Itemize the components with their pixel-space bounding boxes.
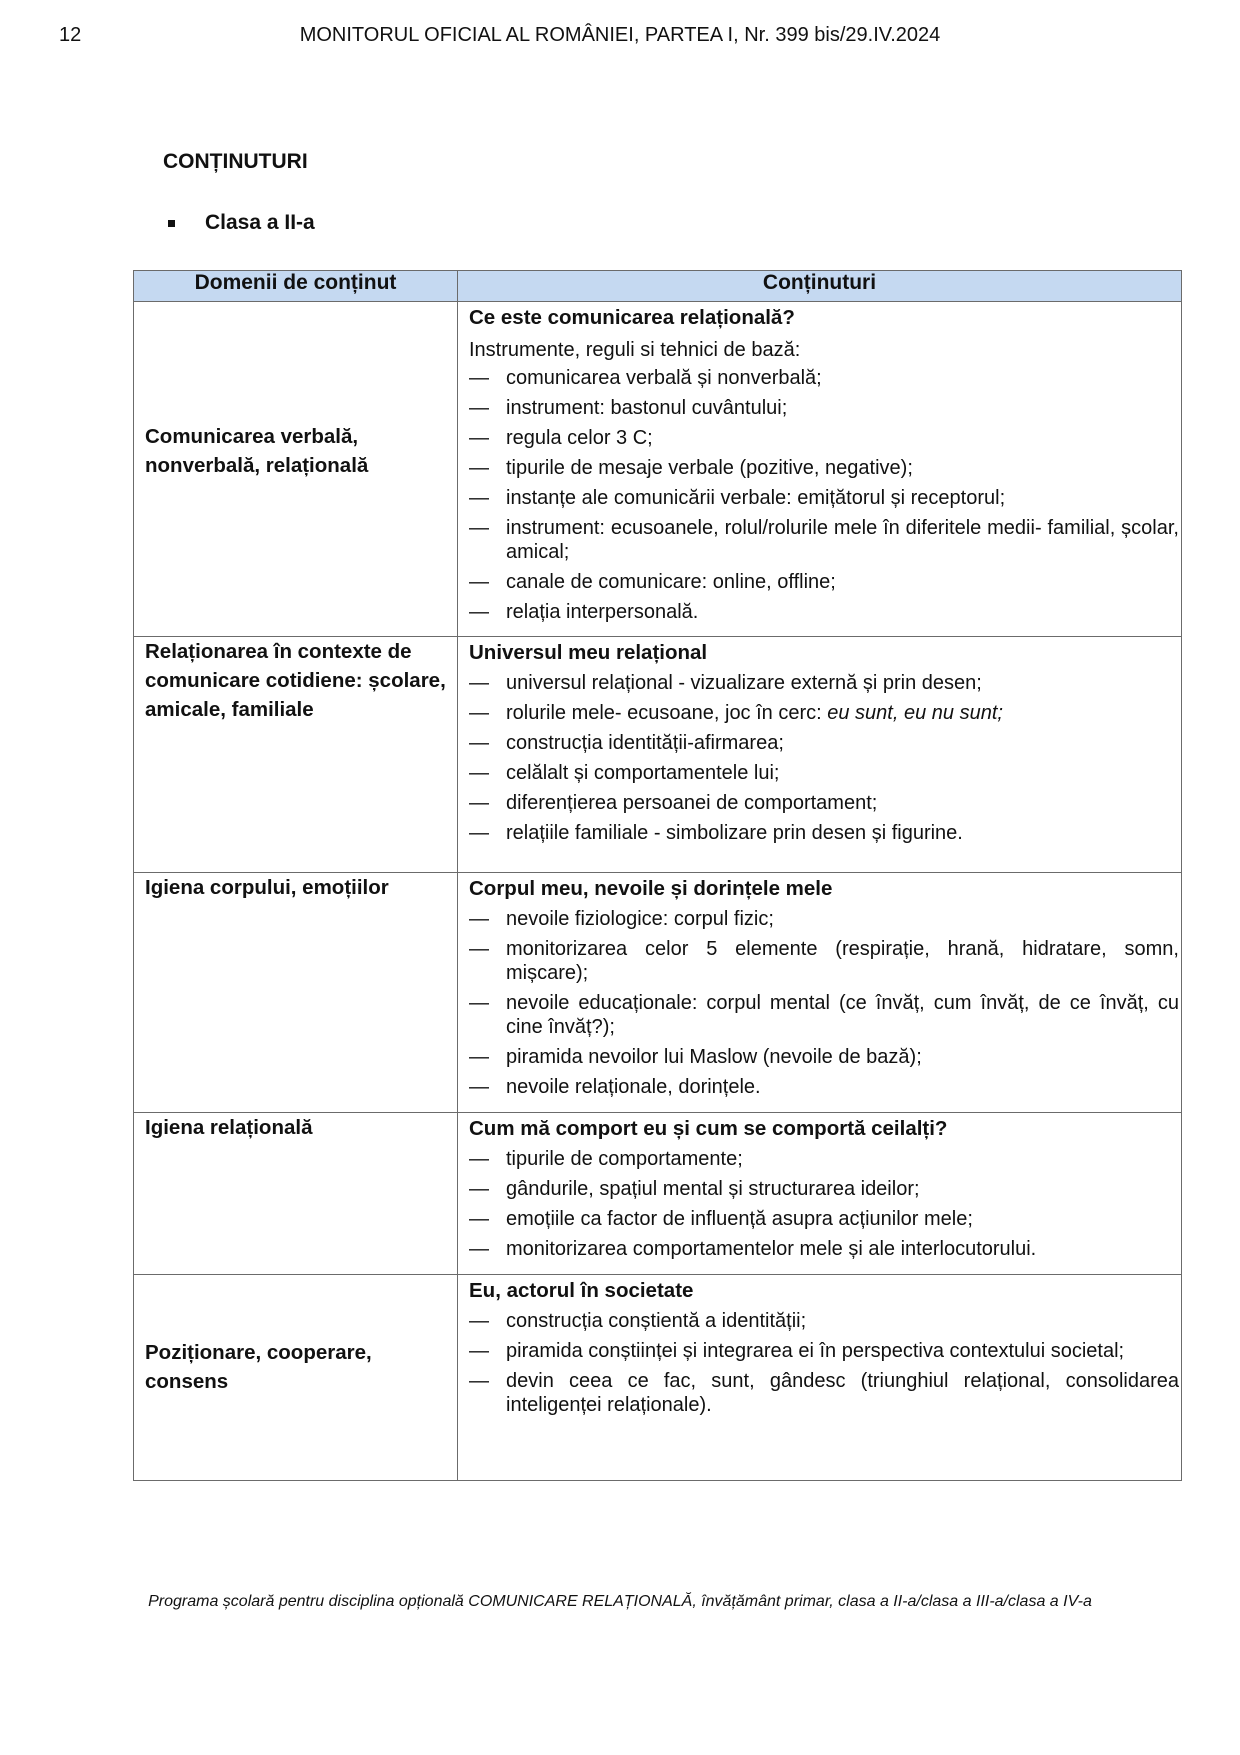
topic-heading: Cum mă comport eu și cum se comportă ceilalți? [469, 1117, 948, 1140]
list-item [469, 701, 1179, 725]
list-item: — diferențierea persoanei de comportament; [469, 791, 1179, 815]
list-item: — tipurile de mesaje verbale (pozitive, negative); [469, 456, 1179, 480]
domain-cell [134, 637, 458, 873]
content-list [469, 671, 1179, 845]
domain-label: Igiena relațională [145, 1116, 313, 1139]
contents-cell [458, 1275, 1182, 1481]
publication-title: MONITORUL OFICIAL AL ROMÂNIEI, PARTEA I, Nr. 399 bis/29.IV.2024 [299, 24, 941, 46]
column-header-domains: Domenii de conținut [134, 271, 458, 302]
domain-cell [134, 873, 458, 1113]
list-item: — instanțe ale comunicării verbale: emițătorul și receptorul; [469, 486, 1179, 510]
topic-heading: Ce este comunicarea relațională? [469, 306, 795, 329]
topic-intro: Instrumente, reguli si tehnici de bază: [469, 339, 801, 361]
content-list [469, 1147, 1179, 1261]
list-item: — relația interpersonală. [469, 600, 1179, 624]
contents-cell [458, 302, 1182, 637]
contents-table [133, 270, 1182, 1481]
section-title: CONȚINUTURI [163, 150, 308, 173]
domain-cell [134, 1113, 458, 1275]
content-list [469, 907, 1179, 1099]
square-bullet-icon [168, 220, 175, 227]
list-item: — nevoile educaționale: corpul mental (ce învăț, cum învăț, de ce învăț, cu cine învăț?); [469, 991, 1179, 1039]
content-list [469, 1309, 1179, 1417]
list-item: — monitorizarea celor 5 elemente (respirație, hrană, hidratare, somn, mișcare); [469, 937, 1179, 985]
table-row [134, 1113, 1182, 1275]
table-row [134, 1275, 1182, 1481]
table-header-row [134, 271, 1182, 302]
contents-cell [458, 873, 1182, 1113]
list-item: — nevoile relaționale, dorințele. [469, 1075, 1179, 1099]
list-item: — tipurile de comportamente; [469, 1147, 1179, 1171]
list-item: — relațiile familiale - simbolizare prin desen și figurine. [469, 821, 1179, 845]
class-label [168, 211, 315, 235]
domain-label: Relaționarea în contexte de comunicare cotidiene: școlare, amicale, familiale [145, 640, 446, 721]
table-row [134, 637, 1182, 873]
page-number: 12 [59, 24, 82, 46]
list-item: — emoțiile ca factor de influență asupra acțiunilor mele; [469, 1207, 1179, 1231]
topic-heading: Universul meu relațional [469, 641, 708, 664]
list-item: — piramida conștiinței și integrarea ei în perspectiva contextului societal; [469, 1339, 1179, 1363]
list-item: — nevoile fiziologice: corpul fizic; [469, 907, 1179, 931]
domain-label: Igiena corpului, emoțiilor [145, 876, 389, 899]
running-header [0, 24, 1240, 47]
list-item: — comunicarea verbală și nonverbală; [469, 366, 1179, 390]
list-item: — instrument: bastonul cuvântului; [469, 396, 1179, 420]
list-item: — celălalt și comportamentele lui; [469, 761, 1179, 785]
list-item: — devin ceea ce fac, sunt, gândesc (triunghiul relațional, consolidarea inteligenței relaționale). [469, 1369, 1179, 1417]
list-item: — gândurile, spațiul mental și structurarea ideilor; [469, 1177, 1179, 1201]
list-item-text: rolurile mele- ecusoane, joc în cerc: [506, 702, 828, 724]
class-label-text: Clasa a II-a [205, 211, 315, 234]
list-item-italic-text: eu sunt, eu nu sunt; [827, 702, 1003, 724]
domain-label: Poziționare, cooperare, consens [145, 1341, 372, 1393]
list-item: — construcția identității-afirmarea; [469, 731, 1179, 755]
domain-cell [134, 1275, 458, 1481]
topic-heading: Eu, actorul în societate [469, 1279, 694, 1302]
page-footer: Programa școlară pentru disciplina opțională COMUNICARE RELAȚIONALĂ, învățământ primar, clasa a II-a/clasa a III-a/clasa a IV-a [148, 1593, 1092, 1610]
topic-heading: Corpul meu, nevoile și dorințele mele [469, 877, 833, 900]
list-item: — monitorizarea comportamentelor mele și ale interlocutorului. [469, 1237, 1179, 1261]
contents-cell [458, 1113, 1182, 1275]
contents-cell [458, 637, 1182, 873]
list-item: — regula celor 3 C; [469, 426, 1179, 450]
column-header-contents: Conținuturi [458, 271, 1182, 302]
domain-cell [134, 302, 458, 637]
list-item: — piramida nevoilor lui Maslow (nevoile de bază); [469, 1045, 1179, 1069]
list-item: — universul relațional - vizualizare externă și prin desen; [469, 671, 1179, 695]
list-item: — construcția conștientă a identității; [469, 1309, 1179, 1333]
table-row [134, 302, 1182, 637]
list-item: — canale de comunicare: online, offline; [469, 570, 1179, 594]
table-row [134, 873, 1182, 1113]
domain-label: Comunicarea verbală, nonverbală, relațională [145, 425, 369, 477]
content-list [469, 366, 1179, 624]
list-item: — instrument: ecusoanele, rolul/rolurile mele în diferitele medii- familial, școlar, amical; [469, 516, 1179, 564]
